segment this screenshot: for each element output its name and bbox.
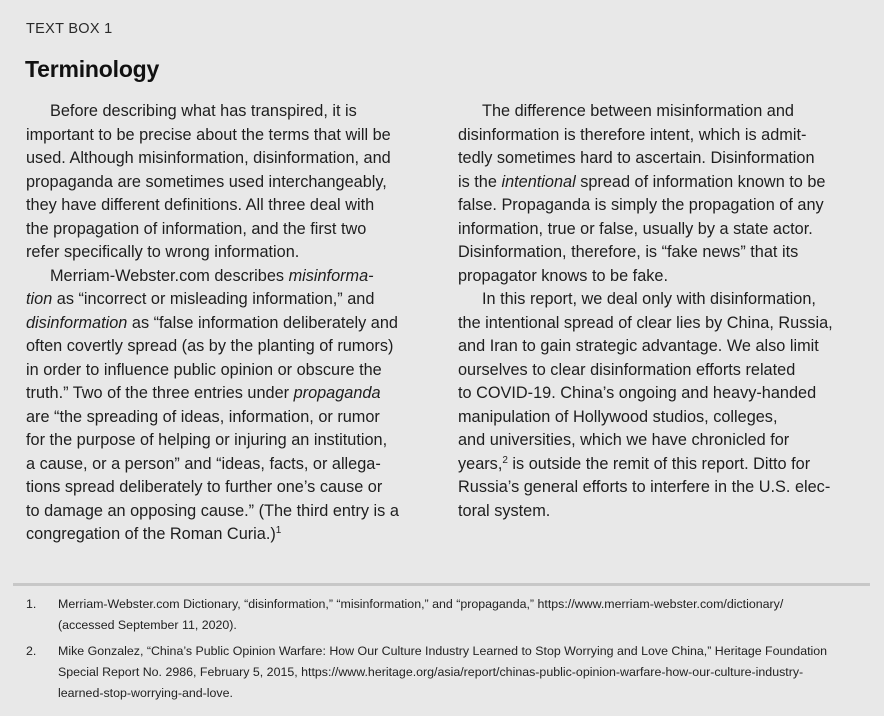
text-line: Russia’s general efforts to interfere in the U.S. elec- bbox=[458, 478, 831, 496]
text-line: manipulation of Hollywood studios, colleges, bbox=[458, 407, 778, 426]
footnotes bbox=[26, 594, 876, 709]
paragraph-scope bbox=[458, 288, 868, 523]
footnote-line[interactable]: Merriam-Webster.com Dictionary, “disinformation,” “misinformation,” and “propaganda,” https://www.merriam-webster.com/dictionary/ bbox=[58, 597, 784, 611]
text-line: Before describing what has transpired, it is bbox=[50, 102, 357, 120]
text-line: important to be precise about the terms that will be bbox=[26, 125, 391, 144]
italic-term: intentional bbox=[501, 172, 576, 191]
text-line bbox=[26, 523, 436, 547]
text-run: years, bbox=[458, 454, 503, 473]
italic-term: misinforma- bbox=[288, 266, 374, 285]
text-line bbox=[458, 453, 868, 477]
left-column bbox=[26, 100, 436, 547]
text-run: truth.” Two of the three entries under bbox=[26, 384, 294, 402]
text-line: propaganda are sometimes used interchangeably, bbox=[26, 172, 387, 191]
text-run: as “false information deliberately and bbox=[127, 313, 398, 332]
text-box-label: TEXT BOX 1 bbox=[26, 21, 113, 37]
text-line: disinformation is therefore intent, which is admit- bbox=[458, 125, 807, 144]
footnote-ref-2[interactable]: 2 bbox=[502, 454, 508, 466]
right-column bbox=[458, 100, 868, 523]
text-line: tedly sometimes hard to ascertain. Disinformation bbox=[458, 149, 815, 167]
footnote-text bbox=[58, 594, 783, 636]
text-run: spread of information known to be bbox=[575, 172, 826, 191]
text-line: refer specifically to wrong information. bbox=[26, 243, 300, 261]
italic-term: tion bbox=[26, 290, 53, 308]
footnote-2 bbox=[26, 641, 876, 704]
text-line: and Iran to gain strategic advantage. We also limit bbox=[458, 337, 819, 355]
text-line bbox=[26, 288, 436, 312]
text-line bbox=[26, 382, 436, 406]
text-line: to damage an opposing cause.” (The third entry is a bbox=[26, 501, 399, 520]
footnote-1 bbox=[26, 594, 876, 636]
text-line: are “the spreading of ideas, information, or rumor bbox=[26, 407, 380, 426]
text-line: toral system. bbox=[458, 501, 551, 520]
text-line: and universities, which we have chronicled for bbox=[458, 431, 790, 449]
text-line: used. Although misinformation, disinformation, and bbox=[26, 149, 391, 167]
text-line bbox=[26, 265, 436, 289]
italic-term: disinformation bbox=[26, 313, 128, 332]
text-line: the propagation of information, and the first two bbox=[26, 219, 367, 238]
text-line: the intentional spread of clear lies by China, Russia, bbox=[458, 313, 833, 332]
text-line: propagator knows to be fake. bbox=[458, 266, 668, 285]
footnote-line[interactable]: Special Report No. 2986, February 5, 2015, https://www.heritage.org/asia/report/chinas-public-opinion-warfare-how-our-culture-industry- bbox=[58, 665, 804, 679]
text-run: is the bbox=[458, 172, 502, 191]
text-line: Disinformation, therefore, is “fake news” that its bbox=[458, 243, 799, 261]
text-line: to COVID-19. China’s ongoing and heavy-handed bbox=[458, 384, 817, 402]
text-run: is outside the remit of this report. Ditto for bbox=[507, 454, 811, 473]
footnote-ref-1[interactable]: 1 bbox=[275, 525, 282, 536]
text-line: information, true or false, usually by a state actor. bbox=[458, 219, 813, 238]
footnote-line: Mike Gonzalez, “China’s Public Opinion Warfare: How Our Culture Industry Learned to Stop Worrying and Love China,” Heritage Foundation bbox=[58, 644, 828, 658]
text-line: a cause, or a person” and “ideas, facts, or allega- bbox=[26, 454, 381, 473]
text-line bbox=[458, 171, 868, 195]
footnote-line: (accessed September 11, 2020). bbox=[58, 618, 237, 632]
text-line: ourselves to clear disinformation efforts related bbox=[458, 360, 796, 379]
footnote-divider bbox=[13, 583, 870, 586]
text-box-title: Terminology bbox=[25, 56, 160, 82]
paragraph-intro bbox=[26, 100, 436, 265]
text-line: tions spread deliberately to further one’s cause or bbox=[26, 478, 383, 496]
text-run: Merriam-Webster.com describes bbox=[50, 266, 289, 285]
text-line bbox=[26, 312, 436, 336]
paragraph-difference bbox=[458, 100, 868, 288]
text-run: as “incorrect or misleading information,” and bbox=[52, 290, 375, 308]
text-line: for the purpose of helping or injuring an institution, bbox=[26, 431, 388, 449]
text-line: often covertly spread (as by the planting of rumors) bbox=[26, 337, 394, 355]
text-line: false. Propaganda is simply the propagation of any bbox=[458, 196, 824, 214]
italic-term: propaganda bbox=[293, 384, 381, 402]
footnote-number: 2. bbox=[26, 644, 37, 658]
footnote-line[interactable]: learned-stop-worrying-and-love. bbox=[58, 686, 233, 700]
text-run: congregation of the Roman Curia.) bbox=[26, 525, 276, 543]
text-line: they have different definitions. All three deal with bbox=[26, 196, 375, 214]
footnote-number: 1. bbox=[26, 597, 37, 611]
footnote-text bbox=[58, 641, 827, 704]
text-line: in order to influence public opinion or obscure the bbox=[26, 360, 382, 379]
paragraph-definitions bbox=[26, 265, 436, 547]
text-line: The difference between misinformation and bbox=[482, 102, 794, 120]
text-line: In this report, we deal only with disinformation, bbox=[482, 290, 816, 308]
